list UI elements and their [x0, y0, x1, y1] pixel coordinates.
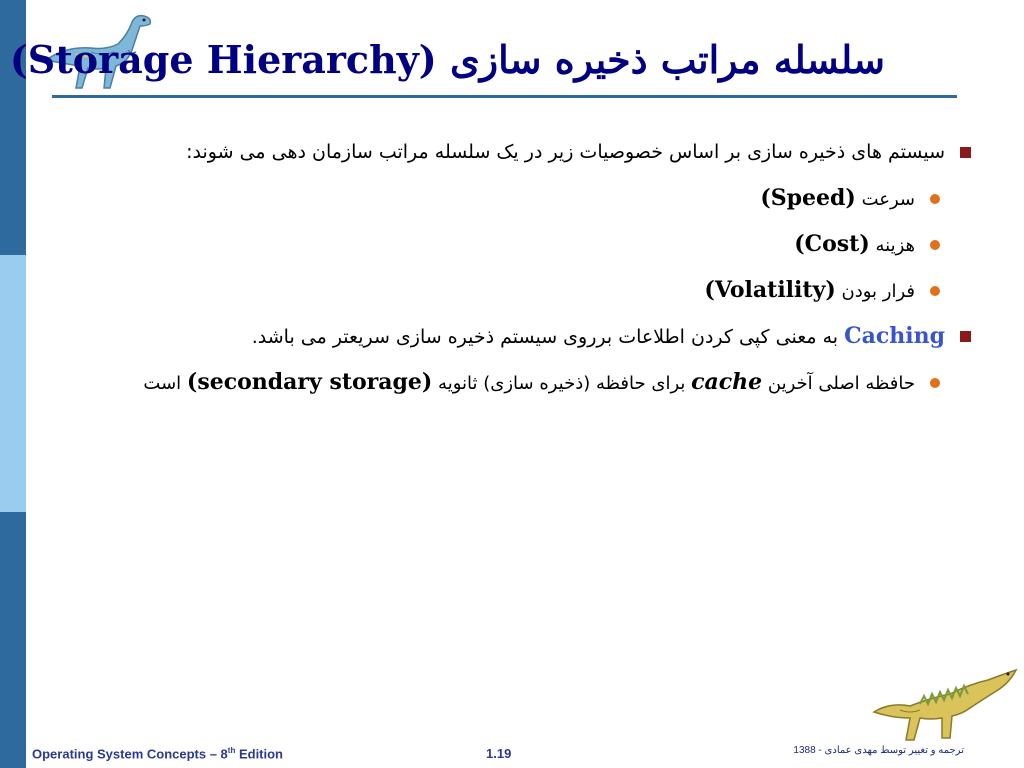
- dinosaur-icon: [870, 660, 1020, 746]
- sub-bullet-speed: [80, 186, 985, 210]
- speed-en: (Speed): [760, 185, 856, 211]
- footer-translator-credit: ترجمه و تغییر توسط مهدی عمادی - 1388: [793, 745, 964, 756]
- footer-book-main: Operating System Concepts – 8: [32, 746, 228, 762]
- sub-bullet-volatility: [80, 278, 985, 302]
- volatility-en: (Volatility): [704, 277, 836, 303]
- volatility-fa: فرار بودن: [841, 281, 915, 302]
- sidebar-segment-dark-bottom: [0, 512, 26, 768]
- footer-book-sup: th: [227, 746, 236, 755]
- slide-content: [80, 140, 985, 416]
- round-bullet-icon: [930, 286, 940, 296]
- secondary-memory-text: برای حافظه (ذخیره سازی) ثانویه: [438, 373, 686, 394]
- secondary-storage-term: (secondary storage): [186, 369, 433, 395]
- round-bullet-icon: [930, 194, 940, 204]
- bullet-text: سیستم های ذخیره سازی بر اساس خصوصیات زیر در یک سلسله مراتب سازمان دهی می شوند:: [186, 141, 945, 163]
- bullet-caching: [80, 324, 985, 348]
- caching-definition: به معنی کپی کردن اطلاعات برروی سیستم ذخیره سازی سریعتر می باشد.: [251, 326, 839, 348]
- round-bullet-icon: [930, 378, 940, 388]
- slide-title: سلسله مراتب ذخیره سازی (Storage Hierarchy): [9, 37, 885, 82]
- title-divider: [52, 95, 957, 98]
- bullet-storage-systems: [80, 140, 985, 164]
- sidebar-segment-light: [0, 255, 26, 512]
- sub-bullet-cost: [80, 232, 985, 256]
- cost-fa: هزینه: [875, 235, 915, 256]
- square-bullet-icon: [960, 147, 971, 158]
- round-bullet-icon: [930, 240, 940, 250]
- is-text: است: [143, 373, 182, 394]
- main-memory-text: حافظه اصلی آخرین: [767, 373, 915, 394]
- footer-book-tail: Edition: [235, 746, 284, 762]
- slide-number: 1.19: [486, 746, 512, 761]
- sub-bullet-main-memory-cache: [80, 370, 985, 394]
- square-bullet-icon: [960, 331, 971, 342]
- cost-en: (Cost): [794, 231, 870, 257]
- caching-term: Caching: [844, 323, 945, 349]
- footer-book-title: [32, 746, 283, 761]
- left-sidebar-bar: [0, 0, 26, 768]
- speed-fa: سرعت: [861, 189, 915, 210]
- cache-term: cache: [691, 369, 763, 395]
